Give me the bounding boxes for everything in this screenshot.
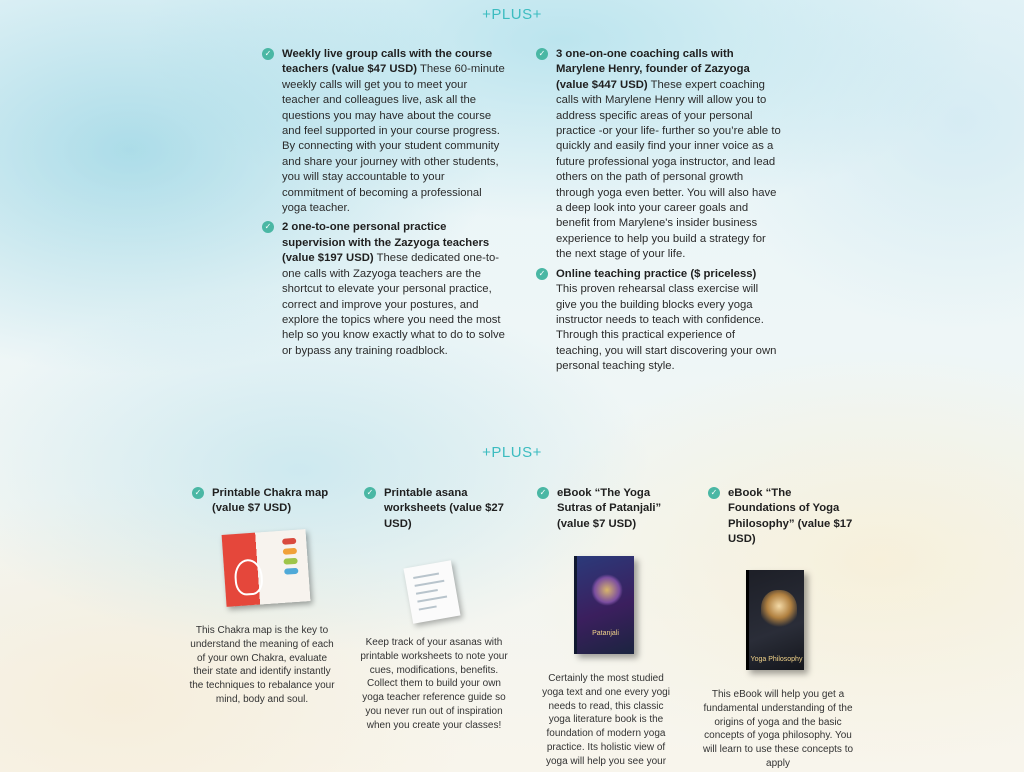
chakra-dots — [282, 538, 303, 579]
plus-heading-1: +PLUS+ — [482, 6, 542, 23]
chakra-map-image — [222, 529, 311, 607]
item-title: Weekly live group calls with the course teachers (value $47 USD) — [282, 48, 493, 76]
check-circle-icon: ✓ — [537, 487, 549, 499]
feature-title-text: Printable Chakra map (value $7 USD) — [212, 487, 329, 515]
check-circle-icon: ✓ — [708, 487, 720, 499]
list-item-teaching-practice — [536, 267, 782, 375]
worksheet-image — [404, 560, 461, 623]
item-body: This proven rehearsal class exercise will give you the building blocks every yoga instructor needs to teach with confidence. Through this practical experience of teaching, you will start discovering your own personal teaching style. — [556, 283, 777, 373]
check-circle-icon: ✓ — [262, 48, 274, 60]
item-body: These expert coaching calls with Marylene Henry will allow you to address specific areas of your personal practice -or your life- further so you’re able to quickly and easily find your inner voice as a future professional yoga instructor, and lead others on the path of personal growth through yoga even better. You will also have a deep look into your career goals and benefit from Marylene's insider business experience to help you build a strategy for the next stage of your life. — [556, 78, 781, 261]
feature-title — [364, 486, 512, 532]
check-circle-icon: ✓ — [536, 48, 548, 60]
plus-heading-2: +PLUS+ — [482, 444, 542, 461]
feature-description: This Chakra map is the key to understand the meaning of each of your own Chakra, evaluate their state and identify instantly the techniques to rebalance your mind, body and soul. — [189, 625, 335, 705]
check-circle-icon: ✓ — [192, 487, 204, 499]
item-title: 3 one-on-one coaching calls with Marylene Henry, founder of Zazyoga (value $447 USD) — [556, 48, 750, 91]
deity-figure-icon — [761, 590, 797, 630]
cover-title: Patanjali — [592, 630, 619, 637]
ebook-cover-patanjali — [574, 556, 634, 654]
feature-description: This eBook will help you get a fundamental understanding of the origins of yoga and the basic concepts of yoga philosophy. You will learn to use these concepts to apply — [702, 689, 854, 769]
cover-title: Yoga Philosophy — [750, 656, 803, 663]
check-circle-icon: ✓ — [262, 221, 274, 233]
feature-title-text: eBook “The Yoga Sutras of Patanjali” (value $7 USD) — [557, 487, 662, 530]
list-item-personal-supervision — [262, 220, 508, 359]
list-item-coaching-calls — [536, 47, 782, 263]
feature-title — [192, 486, 340, 517]
check-circle-icon: ✓ — [364, 487, 376, 499]
feature-description: Keep track of your asanas with printable worksheets to note your cues, modifications, benefits. Collect them to build your own yoga teacher reference guide so you never run out of inspiration when you create your classes! — [360, 637, 508, 731]
item-body: These 60-minute weekly calls will get you to meet your teacher and colleagues live, ask all the questions you may have about the course and feel supported in your course progress. By connecting with your student community and share your journey with other students, you will stay accountable to your commitment of becoming a professional yoga teacher. — [282, 63, 505, 215]
item-title: Online teaching practice ($ priceless) — [556, 267, 757, 280]
feature-yoga-sutras — [537, 486, 687, 767]
left-column — [262, 47, 508, 363]
feature-title — [537, 486, 687, 532]
check-circle-icon: ✓ — [536, 268, 548, 280]
right-column — [536, 47, 782, 379]
list-item-group-calls — [262, 47, 508, 216]
item-title: 2 one-to-one personal practice supervision with the Zazyoga teachers (value $197 USD) — [282, 221, 490, 265]
feature-title-text: eBook “The Foundations of Yoga Philosophy” (value $17 USD) — [728, 487, 853, 546]
feature-title — [708, 486, 858, 548]
feature-chakra-map — [189, 486, 340, 705]
cosmic-orb-icon — [591, 574, 623, 606]
meditation-figure-icon — [233, 558, 263, 596]
ebook-cover-philosophy — [746, 570, 804, 670]
feature-title-text: Printable asana worksheets (value $27 USD) — [384, 487, 504, 530]
feature-asana-worksheets — [360, 486, 512, 731]
item-body: These dedicated one-to-one calls with Zazyoga teachers are the shortcut to elevate your personal practice, correct and improve your postures, and explore the topics where you need the most help so you know exactly what to do to solve or bypass any training roadblock. — [282, 252, 505, 357]
feature-yoga-philosophy — [702, 486, 858, 769]
feature-description: Certainly the most studied yoga text and one every yogi needs to read, this classic yoga literature book is the foundation of modern yoga practice. Its holistic view of yoga will help you see your — [542, 673, 670, 767]
